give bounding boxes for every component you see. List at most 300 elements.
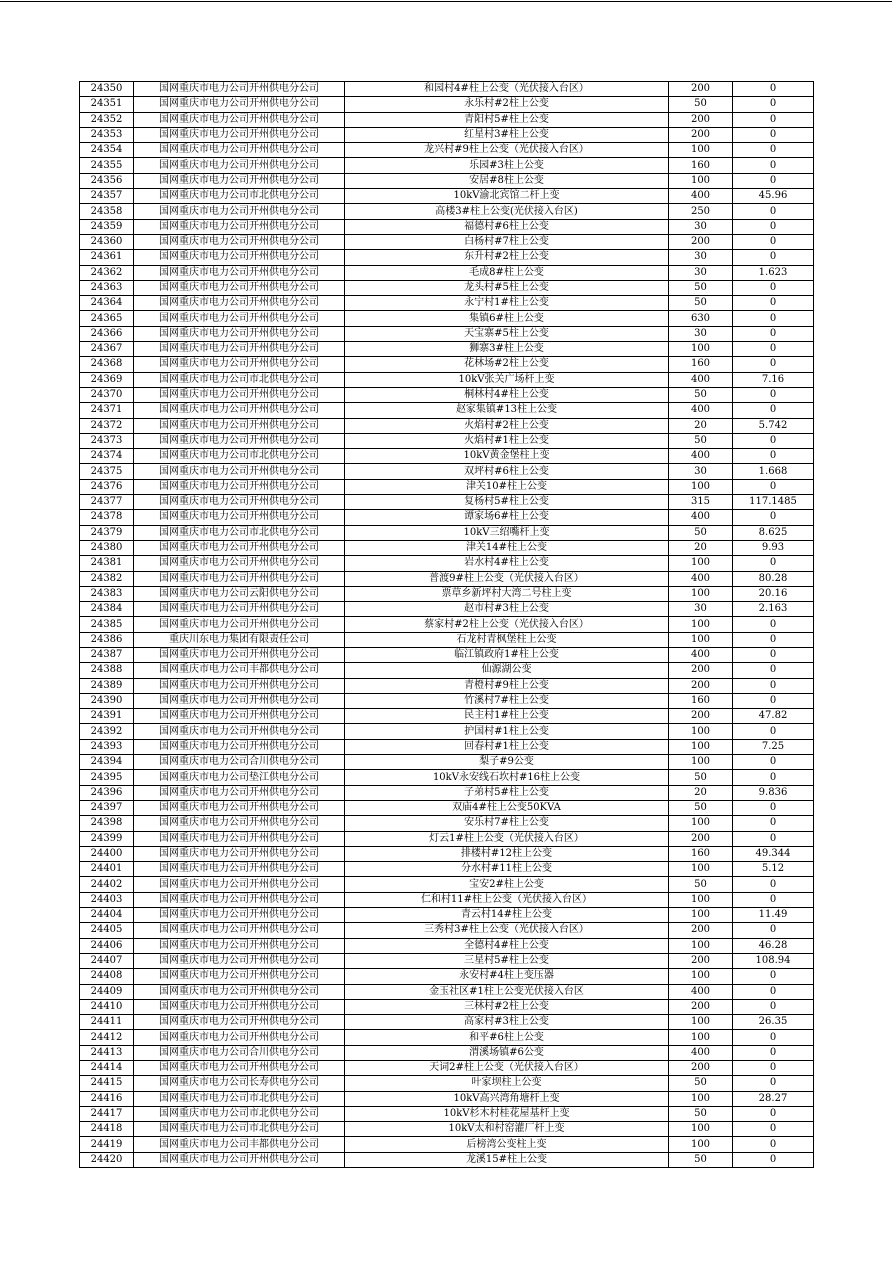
company-cell: 国网重庆市电力公司开州供电分公司 <box>134 158 345 173</box>
value-cell: 0 <box>733 663 814 678</box>
table-row <box>80 846 814 861</box>
transformer-name-cell: 天词2#柱上公变（光伏接入台区） <box>345 1061 669 1076</box>
table-row <box>80 892 814 907</box>
row-id-cell: 24420 <box>80 1152 134 1167</box>
company-cell: 国网重庆市电力公司开州供电分公司 <box>134 219 345 234</box>
row-id-cell: 24419 <box>80 1137 134 1152</box>
table-row <box>80 953 814 968</box>
value-cell: 0 <box>733 479 814 494</box>
row-id-cell: 24400 <box>80 846 134 861</box>
capacity-cell: 200 <box>669 82 733 97</box>
company-cell: 国网重庆市电力公司开州供电分公司 <box>134 892 345 907</box>
transformer-name-cell: 宝安2#柱上公变 <box>345 877 669 892</box>
capacity-cell: 400 <box>669 449 733 464</box>
value-cell: 0 <box>733 556 814 571</box>
capacity-cell: 200 <box>669 923 733 938</box>
row-id-cell: 24411 <box>80 1015 134 1030</box>
transformer-name-cell: 双庙4#柱上公变50KVA <box>345 800 669 815</box>
company-cell: 国网重庆市电力公司开州供电分公司 <box>134 250 345 265</box>
company-cell: 国网重庆市电力公司开州供电分公司 <box>134 326 345 341</box>
table-row <box>80 1030 814 1045</box>
company-cell: 国网重庆市电力公司开州供电分公司 <box>134 296 345 311</box>
row-id-cell: 24391 <box>80 709 134 724</box>
capacity-cell: 30 <box>669 250 733 265</box>
row-id-cell: 24415 <box>80 1076 134 1091</box>
capacity-cell: 30 <box>669 602 733 617</box>
value-cell: 8.625 <box>733 525 814 540</box>
value-cell: 7.16 <box>733 372 814 387</box>
table-row <box>80 342 814 357</box>
transformer-name-cell: 仁和村11#柱上公变（光伏接入台区） <box>345 892 669 907</box>
company-cell: 国网重庆市电力公司开州供电分公司 <box>134 816 345 831</box>
table-row <box>80 296 814 311</box>
company-cell: 国网重庆市电力公司长寿供电分公司 <box>134 1076 345 1091</box>
capacity-cell: 400 <box>669 1045 733 1060</box>
transformer-name-cell: 10kV永安线石坎村#16柱上公变 <box>345 770 669 785</box>
capacity-cell: 30 <box>669 265 733 280</box>
table-row <box>80 82 814 97</box>
company-cell: 国网重庆市电力公司市北供电分公司 <box>134 189 345 204</box>
value-cell: 0 <box>733 877 814 892</box>
company-cell: 国网重庆市电力公司开州供电分公司 <box>134 403 345 418</box>
company-cell: 国网重庆市电力公司开州供电分公司 <box>134 234 345 249</box>
company-cell: 国网重庆市电力公司开州供电分公司 <box>134 602 345 617</box>
table-row <box>80 1061 814 1076</box>
company-cell: 国网重庆市电力公司开州供电分公司 <box>134 877 345 892</box>
company-cell: 国网重庆市电力公司市北供电分公司 <box>134 372 345 387</box>
company-cell: 国网重庆市电力公司开州供电分公司 <box>134 831 345 846</box>
capacity-cell: 200 <box>669 953 733 968</box>
row-id-cell: 24416 <box>80 1091 134 1106</box>
row-id-cell: 24409 <box>80 984 134 999</box>
company-cell: 国网重庆市电力公司市北供电分公司 <box>134 1106 345 1121</box>
capacity-cell: 100 <box>669 908 733 923</box>
row-id-cell: 24366 <box>80 326 134 341</box>
transformer-name-cell: 石龙村青枫堡柱上公变 <box>345 632 669 647</box>
capacity-cell: 100 <box>669 816 733 831</box>
transformer-name-cell: 三秀村3#柱上公变（光伏接入台区） <box>345 923 669 938</box>
company-cell: 国网重庆市电力公司开州供电分公司 <box>134 265 345 280</box>
data-table <box>79 81 814 1168</box>
company-cell: 国网重庆市电力公司合川供电分公司 <box>134 755 345 770</box>
value-cell: 0 <box>733 724 814 739</box>
transformer-name-cell: 回春村#1柱上公变 <box>345 739 669 754</box>
value-cell: 47.82 <box>733 709 814 724</box>
table-row <box>80 816 814 831</box>
capacity-cell: 400 <box>669 510 733 525</box>
table-row <box>80 999 814 1014</box>
capacity-cell: 100 <box>669 342 733 357</box>
table-row <box>80 1015 814 1030</box>
value-cell: 5.742 <box>733 418 814 433</box>
value-cell: 0 <box>733 234 814 249</box>
transformer-name-cell: 10kV高兴湾角塘杆上变 <box>345 1091 669 1106</box>
value-cell: 0 <box>733 204 814 219</box>
transformer-name-cell: 永宁村1#柱上公变 <box>345 296 669 311</box>
row-id-cell: 24402 <box>80 877 134 892</box>
company-cell: 国网重庆市电力公司开州供电分公司 <box>134 311 345 326</box>
transformer-name-cell: 梨子#9公变 <box>345 755 669 770</box>
company-cell: 国网重庆市电力公司市北供电分公司 <box>134 1122 345 1137</box>
table-row <box>80 586 814 601</box>
table-row <box>80 938 814 953</box>
row-id-cell: 24408 <box>80 969 134 984</box>
transformer-name-cell: 青阳村5#柱上公变 <box>345 112 669 127</box>
value-cell: 45.96 <box>733 189 814 204</box>
transformer-name-cell: 花林场#2柱上公变 <box>345 357 669 372</box>
transformer-name-cell: 三星村5#柱上公变 <box>345 953 669 968</box>
table-row <box>80 418 814 433</box>
transformer-name-cell: 天宝寨#5柱上公变 <box>345 326 669 341</box>
capacity-cell: 630 <box>669 311 733 326</box>
company-cell: 国网重庆市电力公司开州供电分公司 <box>134 97 345 112</box>
transformer-name-cell: 子弟村5#柱上公变 <box>345 785 669 800</box>
value-cell: 1.623 <box>733 265 814 280</box>
table-row <box>80 449 814 464</box>
capacity-cell: 100 <box>669 969 733 984</box>
capacity-cell: 200 <box>669 1061 733 1076</box>
table-row <box>80 739 814 754</box>
table-row <box>80 923 814 938</box>
value-cell: 0 <box>733 342 814 357</box>
capacity-cell: 315 <box>669 495 733 510</box>
row-id-cell: 24418 <box>80 1122 134 1137</box>
transformer-name-cell: 双坪村#6柱上公变 <box>345 464 669 479</box>
capacity-cell: 400 <box>669 647 733 662</box>
capacity-cell: 100 <box>669 862 733 877</box>
table-row <box>80 127 814 142</box>
company-cell: 国网重庆市电力公司开州供电分公司 <box>134 204 345 219</box>
row-id-cell: 24361 <box>80 250 134 265</box>
company-cell: 国网重庆市电力公司开州供电分公司 <box>134 479 345 494</box>
transformer-name-cell: 分水村#11柱上公变 <box>345 862 669 877</box>
company-cell: 国网重庆市电力公司丰都供电分公司 <box>134 663 345 678</box>
table-row <box>80 969 814 984</box>
transformer-name-cell: 护国村#1柱上公变 <box>345 724 669 739</box>
table-row <box>80 663 814 678</box>
capacity-cell: 200 <box>669 678 733 693</box>
value-cell: 0 <box>733 311 814 326</box>
value-cell: 117.1485 <box>733 495 814 510</box>
capacity-cell: 200 <box>669 831 733 846</box>
company-cell: 国网重庆市电力公司开州供电分公司 <box>134 495 345 510</box>
capacity-cell: 50 <box>669 525 733 540</box>
row-id-cell: 24374 <box>80 449 134 464</box>
capacity-cell: 100 <box>669 1122 733 1137</box>
table-row <box>80 234 814 249</box>
company-cell: 国网重庆市电力公司开州供电分公司 <box>134 724 345 739</box>
row-id-cell: 24390 <box>80 693 134 708</box>
table-row <box>80 724 814 739</box>
company-cell: 国网重庆市电力公司开州供电分公司 <box>134 112 345 127</box>
transformer-name-cell: 安居#8柱上公变 <box>345 173 669 188</box>
table-row <box>80 479 814 494</box>
table-row <box>80 602 814 617</box>
company-cell: 国网重庆市电力公司开州供电分公司 <box>134 82 345 97</box>
transformer-name-cell: 龙溪15#柱上公变 <box>345 1152 669 1167</box>
row-id-cell: 24370 <box>80 387 134 402</box>
capacity-cell: 50 <box>669 877 733 892</box>
row-id-cell: 24414 <box>80 1061 134 1076</box>
value-cell: 0 <box>733 250 814 265</box>
capacity-cell: 20 <box>669 540 733 555</box>
row-id-cell: 24355 <box>80 158 134 173</box>
capacity-cell: 100 <box>669 892 733 907</box>
value-cell: 0 <box>733 984 814 999</box>
company-cell: 国网重庆市电力公司开州供电分公司 <box>134 173 345 188</box>
table-row <box>80 143 814 158</box>
row-id-cell: 24373 <box>80 433 134 448</box>
value-cell: 0 <box>733 816 814 831</box>
transformer-name-cell: 灯云1#柱上公变（光伏接入台区） <box>345 831 669 846</box>
value-cell: 46.28 <box>733 938 814 953</box>
value-cell: 0 <box>733 831 814 846</box>
company-cell: 国网重庆市电力公司开州供电分公司 <box>134 127 345 142</box>
table-row <box>80 770 814 785</box>
table-row <box>80 97 814 112</box>
transformer-name-cell: 青云村14#柱上公变 <box>345 908 669 923</box>
row-id-cell: 24351 <box>80 97 134 112</box>
transformer-name-cell: 三林村#2柱上公变 <box>345 999 669 1014</box>
row-id-cell: 24365 <box>80 311 134 326</box>
row-id-cell: 24369 <box>80 372 134 387</box>
table-row <box>80 556 814 571</box>
transformer-name-cell: 津关10#柱上公变 <box>345 479 669 494</box>
table-row <box>80 693 814 708</box>
row-id-cell: 24382 <box>80 571 134 586</box>
transformer-name-cell: 金玉社区#1柱上公变光伏接入台区 <box>345 984 669 999</box>
table-row <box>80 265 814 280</box>
company-cell: 国网重庆市电力公司开州供电分公司 <box>134 387 345 402</box>
row-id-cell: 24360 <box>80 234 134 249</box>
row-id-cell: 24357 <box>80 189 134 204</box>
company-cell: 国网重庆市电力公司市北供电分公司 <box>134 525 345 540</box>
table-row <box>80 219 814 234</box>
capacity-cell: 100 <box>669 739 733 754</box>
capacity-cell: 100 <box>669 1030 733 1045</box>
transformer-name-cell: 乐园#3柱上公变 <box>345 158 669 173</box>
capacity-cell: 20 <box>669 785 733 800</box>
company-cell: 国网重庆市电力公司开州供电分公司 <box>134 953 345 968</box>
value-cell: 80.28 <box>733 571 814 586</box>
capacity-cell: 100 <box>669 1137 733 1152</box>
transformer-name-cell: 青橙村#9柱上公变 <box>345 678 669 693</box>
value-cell: 0 <box>733 647 814 662</box>
value-cell: 20.16 <box>733 586 814 601</box>
row-id-cell: 24413 <box>80 1045 134 1060</box>
capacity-cell: 100 <box>669 755 733 770</box>
row-id-cell: 24377 <box>80 495 134 510</box>
table-row <box>80 1076 814 1091</box>
transformer-name-cell: 白杨村#7柱上公变 <box>345 234 669 249</box>
company-cell: 国网重庆市电力公司市北供电分公司 <box>134 1091 345 1106</box>
company-cell: 国网重庆市电力公司开州供电分公司 <box>134 143 345 158</box>
value-cell: 108.94 <box>733 953 814 968</box>
capacity-cell: 100 <box>669 556 733 571</box>
capacity-cell: 50 <box>669 800 733 815</box>
capacity-cell: 400 <box>669 403 733 418</box>
table-row <box>80 189 814 204</box>
value-cell: 0 <box>733 1122 814 1137</box>
row-id-cell: 24367 <box>80 342 134 357</box>
transformer-name-cell: 临江镇政府1#柱上公变 <box>345 647 669 662</box>
capacity-cell: 100 <box>669 617 733 632</box>
value-cell: 0 <box>733 1152 814 1167</box>
capacity-cell: 400 <box>669 571 733 586</box>
company-cell: 国网重庆市电力公司开州供电分公司 <box>134 357 345 372</box>
company-cell: 国网重庆市电力公司开州供电分公司 <box>134 1152 345 1167</box>
transformer-name-cell: 仙源湖公变 <box>345 663 669 678</box>
transformer-name-cell: 谭家场6#柱上公变 <box>345 510 669 525</box>
transformer-name-cell: 叶家坝柱上公变 <box>345 1076 669 1091</box>
company-cell: 国网重庆市电力公司开州供电分公司 <box>134 510 345 525</box>
transformer-name-cell: 10kV太和村窑灌厂杆上变 <box>345 1122 669 1137</box>
table-row <box>80 326 814 341</box>
value-cell: 9.93 <box>733 540 814 555</box>
row-id-cell: 24396 <box>80 785 134 800</box>
transformer-name-cell: 毛成8#柱上公变 <box>345 265 669 280</box>
row-id-cell: 24378 <box>80 510 134 525</box>
value-cell: 0 <box>733 1106 814 1121</box>
table-row <box>80 510 814 525</box>
capacity-cell: 250 <box>669 204 733 219</box>
capacity-cell: 100 <box>669 586 733 601</box>
transformer-name-cell: 龙头村#5柱上公变 <box>345 280 669 295</box>
capacity-cell: 200 <box>669 709 733 724</box>
capacity-cell: 30 <box>669 326 733 341</box>
row-id-cell: 24358 <box>80 204 134 219</box>
transformer-name-cell: 福德村#6柱上公变 <box>345 219 669 234</box>
transformer-name-cell: 永安村#4柱上变压器 <box>345 969 669 984</box>
row-id-cell: 24354 <box>80 143 134 158</box>
row-id-cell: 24398 <box>80 816 134 831</box>
value-cell: 0 <box>733 1061 814 1076</box>
capacity-cell: 400 <box>669 189 733 204</box>
capacity-cell: 50 <box>669 97 733 112</box>
capacity-cell: 100 <box>669 1091 733 1106</box>
table-row <box>80 1045 814 1060</box>
company-cell: 国网重庆市电力公司开州供电分公司 <box>134 693 345 708</box>
table-row <box>80 632 814 647</box>
table-row <box>80 617 814 632</box>
value-cell: 0 <box>733 1030 814 1045</box>
company-cell: 国网重庆市电力公司开州供电分公司 <box>134 739 345 754</box>
row-id-cell: 24384 <box>80 602 134 617</box>
capacity-cell: 160 <box>669 357 733 372</box>
value-cell: 0 <box>733 219 814 234</box>
company-cell: 国网重庆市电力公司开州供电分公司 <box>134 540 345 555</box>
capacity-cell: 200 <box>669 663 733 678</box>
transformer-name-cell: 复杨村5#柱上公变 <box>345 495 669 510</box>
company-cell: 国网重庆市电力公司合川供电分公司 <box>134 1045 345 1060</box>
capacity-cell: 100 <box>669 938 733 953</box>
table-row <box>80 1106 814 1121</box>
value-cell: 49.344 <box>733 846 814 861</box>
value-cell: 0 <box>733 510 814 525</box>
table-row <box>80 1122 814 1137</box>
value-cell: 0 <box>733 999 814 1014</box>
value-cell: 0 <box>733 678 814 693</box>
transformer-name-cell: 高家村#3柱上公变 <box>345 1015 669 1030</box>
company-cell: 国网重庆市电力公司开州供电分公司 <box>134 923 345 938</box>
capacity-cell: 30 <box>669 464 733 479</box>
value-cell: 0 <box>733 1137 814 1152</box>
row-id-cell: 24364 <box>80 296 134 311</box>
row-id-cell: 24399 <box>80 831 134 846</box>
row-id-cell: 24406 <box>80 938 134 953</box>
company-cell: 国网重庆市电力公司开州供电分公司 <box>134 1015 345 1030</box>
row-id-cell: 24393 <box>80 739 134 754</box>
company-cell: 国网重庆市电力公司云阳供电分公司 <box>134 586 345 601</box>
table-row <box>80 495 814 510</box>
company-cell: 国网重庆市电力公司开州供电分公司 <box>134 800 345 815</box>
table-row <box>80 204 814 219</box>
table-row <box>80 984 814 999</box>
capacity-cell: 100 <box>669 479 733 494</box>
company-cell: 国网重庆市电力公司开州供电分公司 <box>134 464 345 479</box>
table-row <box>80 525 814 540</box>
row-id-cell: 24385 <box>80 617 134 632</box>
row-id-cell: 24383 <box>80 586 134 601</box>
transformer-name-cell: 火焰村#2柱上公变 <box>345 418 669 433</box>
value-cell: 0 <box>733 158 814 173</box>
table-row <box>80 540 814 555</box>
capacity-cell: 400 <box>669 984 733 999</box>
row-id-cell: 24356 <box>80 173 134 188</box>
row-id-cell: 24380 <box>80 540 134 555</box>
value-cell: 0 <box>733 632 814 647</box>
transformer-name-cell: 10kV渝北宾馆二杆上变 <box>345 189 669 204</box>
row-id-cell: 24386 <box>80 632 134 647</box>
company-cell: 国网重庆市电力公司开州供电分公司 <box>134 984 345 999</box>
transformer-name-cell: 10kV杉木村桂花屋基杆上变 <box>345 1106 669 1121</box>
row-id-cell: 24403 <box>80 892 134 907</box>
row-id-cell: 24388 <box>80 663 134 678</box>
row-id-cell: 24352 <box>80 112 134 127</box>
row-id-cell: 24359 <box>80 219 134 234</box>
table-row <box>80 862 814 877</box>
value-cell: 0 <box>733 617 814 632</box>
table-row <box>80 1091 814 1106</box>
company-cell: 国网重庆市电力公司开州供电分公司 <box>134 938 345 953</box>
row-id-cell: 24412 <box>80 1030 134 1045</box>
transformer-name-cell: 赵家集镇#13柱上公变 <box>345 403 669 418</box>
transformer-name-cell: 后榜湾公变柱上变 <box>345 1137 669 1152</box>
company-cell: 国网重庆市电力公司开州供电分公司 <box>134 678 345 693</box>
transformer-name-cell: 票草乡新坪村大湾二号柱上变 <box>345 586 669 601</box>
transformer-name-cell: 狮寨3#柱上公变 <box>345 342 669 357</box>
company-cell: 国网重庆市电力公司开州供电分公司 <box>134 617 345 632</box>
row-id-cell: 24394 <box>80 755 134 770</box>
value-cell: 7.25 <box>733 739 814 754</box>
table-row <box>80 647 814 662</box>
row-id-cell: 24376 <box>80 479 134 494</box>
company-cell: 国网重庆市电力公司开州供电分公司 <box>134 846 345 861</box>
company-cell: 国网重庆市电力公司开州供电分公司 <box>134 342 345 357</box>
row-id-cell: 24353 <box>80 127 134 142</box>
value-cell: 0 <box>733 280 814 295</box>
row-id-cell: 24407 <box>80 953 134 968</box>
company-cell: 国网重庆市电力公司开州供电分公司 <box>134 969 345 984</box>
value-cell: 0 <box>733 82 814 97</box>
transformer-name-cell: 民主村1#柱上公变 <box>345 709 669 724</box>
value-cell: 0 <box>733 387 814 402</box>
row-id-cell: 24405 <box>80 923 134 938</box>
row-id-cell: 24387 <box>80 647 134 662</box>
value-cell: 0 <box>733 693 814 708</box>
capacity-cell: 50 <box>669 296 733 311</box>
value-cell: 26.35 <box>733 1015 814 1030</box>
